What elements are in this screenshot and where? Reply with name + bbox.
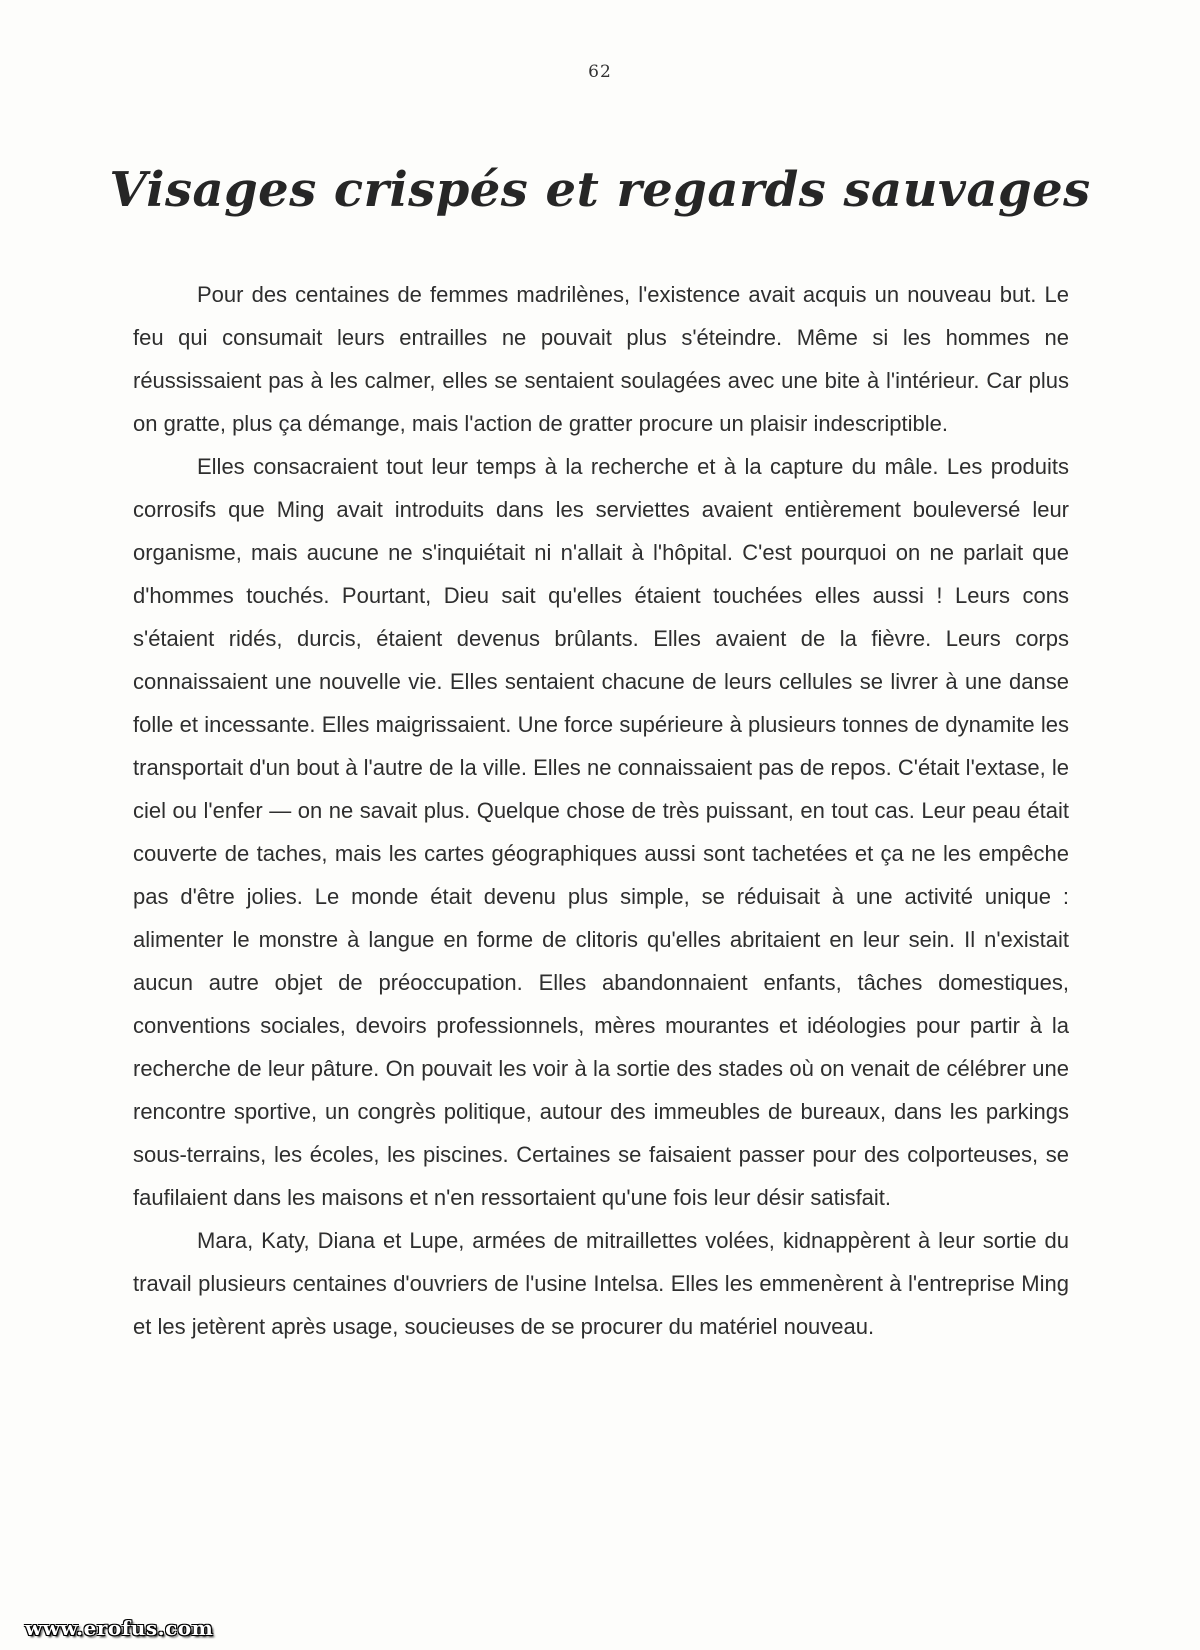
body-text <box>133 273 1069 1348</box>
watermark: www.erofus.com <box>25 1616 214 1640</box>
paragraph-3: Mara, Katy, Diana et Lupe, armées de mitraillettes volées, kidnappèrent à leur sortie du travail plusieurs centaines d'ouvriers de l'usine Intelsa. Elles les emmenèrent à l'entreprise Ming et les jetèrent après usage, soucieuses de se procurer du matériel nouveau. <box>133 1228 1069 1339</box>
paragraph-2: Elles consacraient tout leur temps à la recherche et à la capture du mâle. Les produits corrosifs que Ming avait introduits dans les serviettes avaient entièrement bouleversé leur organisme, mais aucune ne s'inquiétait ni n'allait à l'hôpital. C'est pourquoi on ne parlait que d'hommes touchés. Pourtant, Dieu sait qu'elles étaient touchées elles aussi ! Leurs cons s'étaient ridés, durcis, étaient devenus brûlants. Elles avaient de la fièvre. Leurs corps connaissaient une nouvelle vie. Elles sentaient chacune de leurs cellules se livrer à une danse folle et incessante. Elles maigrissaient. Une force supérieure à plusieurs tonnes de dynamite les transportait d'un bout à l'autre de la ville. Elles ne connaissaient pas de repos. C'était l'extase, le ciel ou l'enfer — on ne savait plus. Quelque chose de très puissant, en tout cas. Leur peau était couverte de taches, mais les cartes géographiques aussi sont tachetées et ça ne les empêche pas d'être jolies. Le monde était devenu plus simple, se réduisait à une activité unique : alimenter le monstre à langue en forme de clitoris qu'elles abritaient en leur sein. Il n'existait aucun autre objet de préoccupation. Elles abandonnaient enfants, tâches domestiques, conventions sociales, devoirs professionnels, mères mourantes et idéologies pour partir à la recherche de leur pâture. On pouvait les voir à la sortie des stades où on venait de célébrer une rencontre sportive, un congrès politique, autour des immeubles de bureaux, dans les parkings sous-terrains, les écoles, les piscines. Certaines se faisaient passer pour des colporteuses, se faufilaient dans les maisons et n'en ressortaient qu'une fois leur désir satisfait. <box>133 454 1069 1210</box>
chapter-title: Visages crispés et regards sauvages <box>109 162 1091 218</box>
paragraph-1: Pour des centaines de femmes madrilènes, l'existence avait acquis un nouveau but. Le feu qui consumait leurs entrailles ne pouvait plus s'éteindre. Même si les hommes ne réussissaient pas à les calmer, elles se sentaient soulagées avec une bite à l'intérieur. Car plus on gratte, plus ça démange, mais l'action de gratter procure un plaisir indescriptible. <box>133 282 1069 436</box>
page-number: 62 <box>588 62 612 82</box>
